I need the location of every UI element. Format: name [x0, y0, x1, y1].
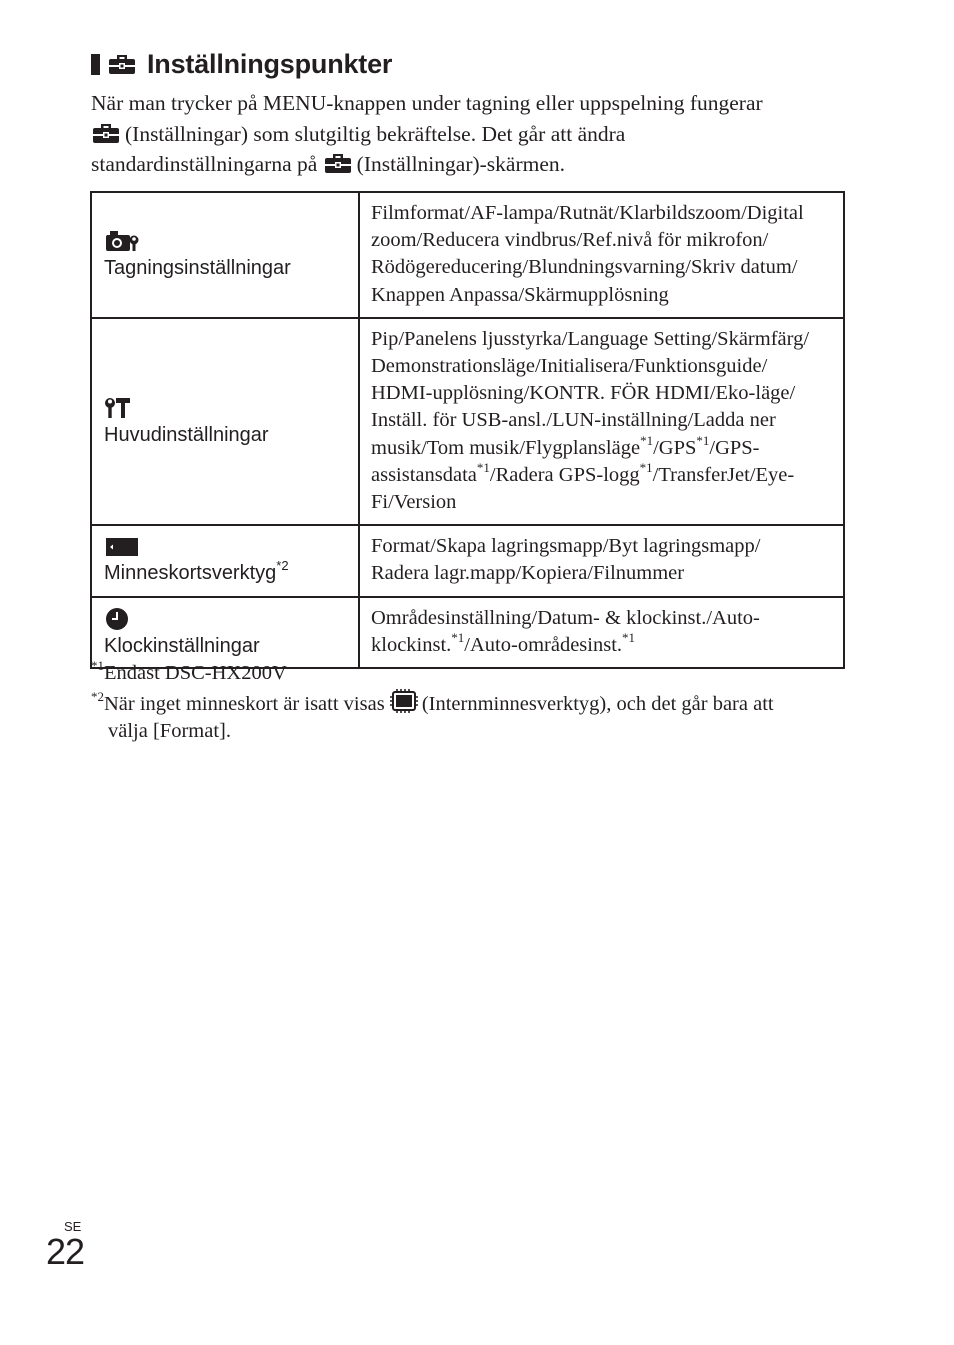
tools-icon	[104, 396, 132, 420]
settings-table	[90, 191, 845, 669]
camera-wrench-icon	[104, 229, 140, 253]
footnotes	[91, 660, 851, 746]
intro-line-3	[91, 149, 851, 180]
category-cell	[91, 318, 359, 525]
intro-line-2	[91, 119, 851, 150]
memory-card-icon	[104, 536, 140, 558]
items-cell	[359, 597, 844, 668]
intro-line-3b: (Inställningar)-skärmen.	[356, 152, 566, 176]
footnote-mark: *1	[639, 459, 653, 475]
table-row	[91, 597, 844, 668]
items-cell	[359, 318, 844, 525]
footnote-1	[91, 660, 851, 688]
heading-marker	[91, 54, 100, 75]
footnote-2-cont: välja [Format].	[108, 720, 231, 742]
internal-memory-icon	[390, 688, 418, 714]
footnote-mark: *1	[476, 459, 490, 475]
item-line: Radera lagr.mapp/Kopiera/Filnummer	[371, 562, 685, 585]
intro-paragraph	[91, 88, 851, 180]
item-line: Inställ. för USB-ansl./LUN-inställning/Ladda ner	[371, 409, 776, 432]
item-line	[371, 629, 833, 659]
item-line: Områdesinställning/Datum- & klockinst./Auto-	[371, 606, 760, 629]
clock-icon	[104, 607, 130, 631]
category-cell	[91, 525, 359, 596]
intro-line-2-text: (Inställningar) som slutgiltig bekräftelse. Det går att ändra	[125, 121, 626, 146]
intro-line-1: När man trycker på MENU-knappen under tagning eller uppspelning fungerar	[91, 91, 763, 115]
footnote-text: Endast DSC-HX200V	[104, 662, 287, 684]
category-label: Klockinställningar	[104, 634, 260, 657]
footnote-text: (Internminnesverktyg), och det går bara att	[421, 692, 774, 715]
category-cell	[91, 597, 359, 668]
intro-line-3a: standardinställningarna på	[91, 152, 318, 176]
footnote-mark: *2	[91, 688, 104, 704]
toolbox-icon	[107, 52, 137, 76]
items-cell	[359, 192, 844, 318]
table-row	[91, 318, 844, 525]
item-text: /Auto-områdesinst.	[464, 633, 623, 656]
footnote-mark: *1	[451, 629, 465, 645]
category-label: Minneskortsverktyg	[104, 562, 277, 585]
section-heading	[91, 44, 392, 84]
category-cell	[91, 192, 359, 318]
section-title: Inställningspunkter	[147, 48, 393, 79]
item-text: musik/Tom musik/Flygplansläge	[371, 436, 641, 459]
item-line: Knappen Anpassa/Skärmupplösning	[371, 283, 669, 306]
table-row	[91, 525, 844, 596]
category-label: Tagningsinställningar	[104, 257, 291, 280]
items-cell	[359, 525, 844, 596]
footnote-mark: *1	[696, 432, 710, 448]
item-text: /GPS	[653, 436, 697, 459]
item-line: Format/Skapa lagringsmapp/Byt lagringsmapp/	[371, 535, 761, 558]
footnote-mark: *1	[640, 432, 654, 448]
page-language: SE	[64, 1219, 82, 1234]
item-text: /Radera GPS-logg	[489, 463, 640, 486]
category-label: Huvudinställningar	[104, 424, 269, 447]
page-number: 22	[46, 1231, 85, 1272]
item-line: Pip/Panelens ljusstyrka/Language Setting/Skärmfärg/	[371, 327, 810, 350]
item-line: Fi/Version	[371, 491, 457, 514]
item-line	[371, 432, 833, 462]
footnote-mark: *2	[276, 558, 289, 574]
item-text: /GPS-	[709, 436, 760, 459]
table-row	[91, 192, 844, 318]
footnote-text: När inget minneskort är isatt visas	[104, 692, 385, 715]
item-text: klockinst.	[371, 633, 452, 656]
footnote-mark: *1	[91, 658, 104, 673]
toolbox-icon	[91, 121, 121, 145]
item-text: /TransferJet/Eye-	[652, 463, 795, 486]
toolbox-icon	[323, 151, 353, 175]
footnote-2	[91, 688, 851, 719]
item-text: assistansdata	[371, 463, 477, 486]
item-line: Filmformat/AF-lampa/Rutnät/Klarbildszoom/Digital	[371, 202, 804, 224]
item-line: Demonstrationsläge/Initialisera/Funktionsguide/	[371, 355, 768, 378]
item-line	[371, 459, 833, 489]
item-line: HDMI-upplösning/KONTR. FÖR HDMI/Eko-läge/	[371, 382, 796, 405]
item-line: zoom/Reducera vindbrus/Ref.nivå för mikrofon/	[371, 229, 769, 252]
item-line: Rödögereducering/Blundningsvarning/Skriv datum/	[371, 256, 798, 279]
footnote-mark: *1	[622, 629, 636, 645]
